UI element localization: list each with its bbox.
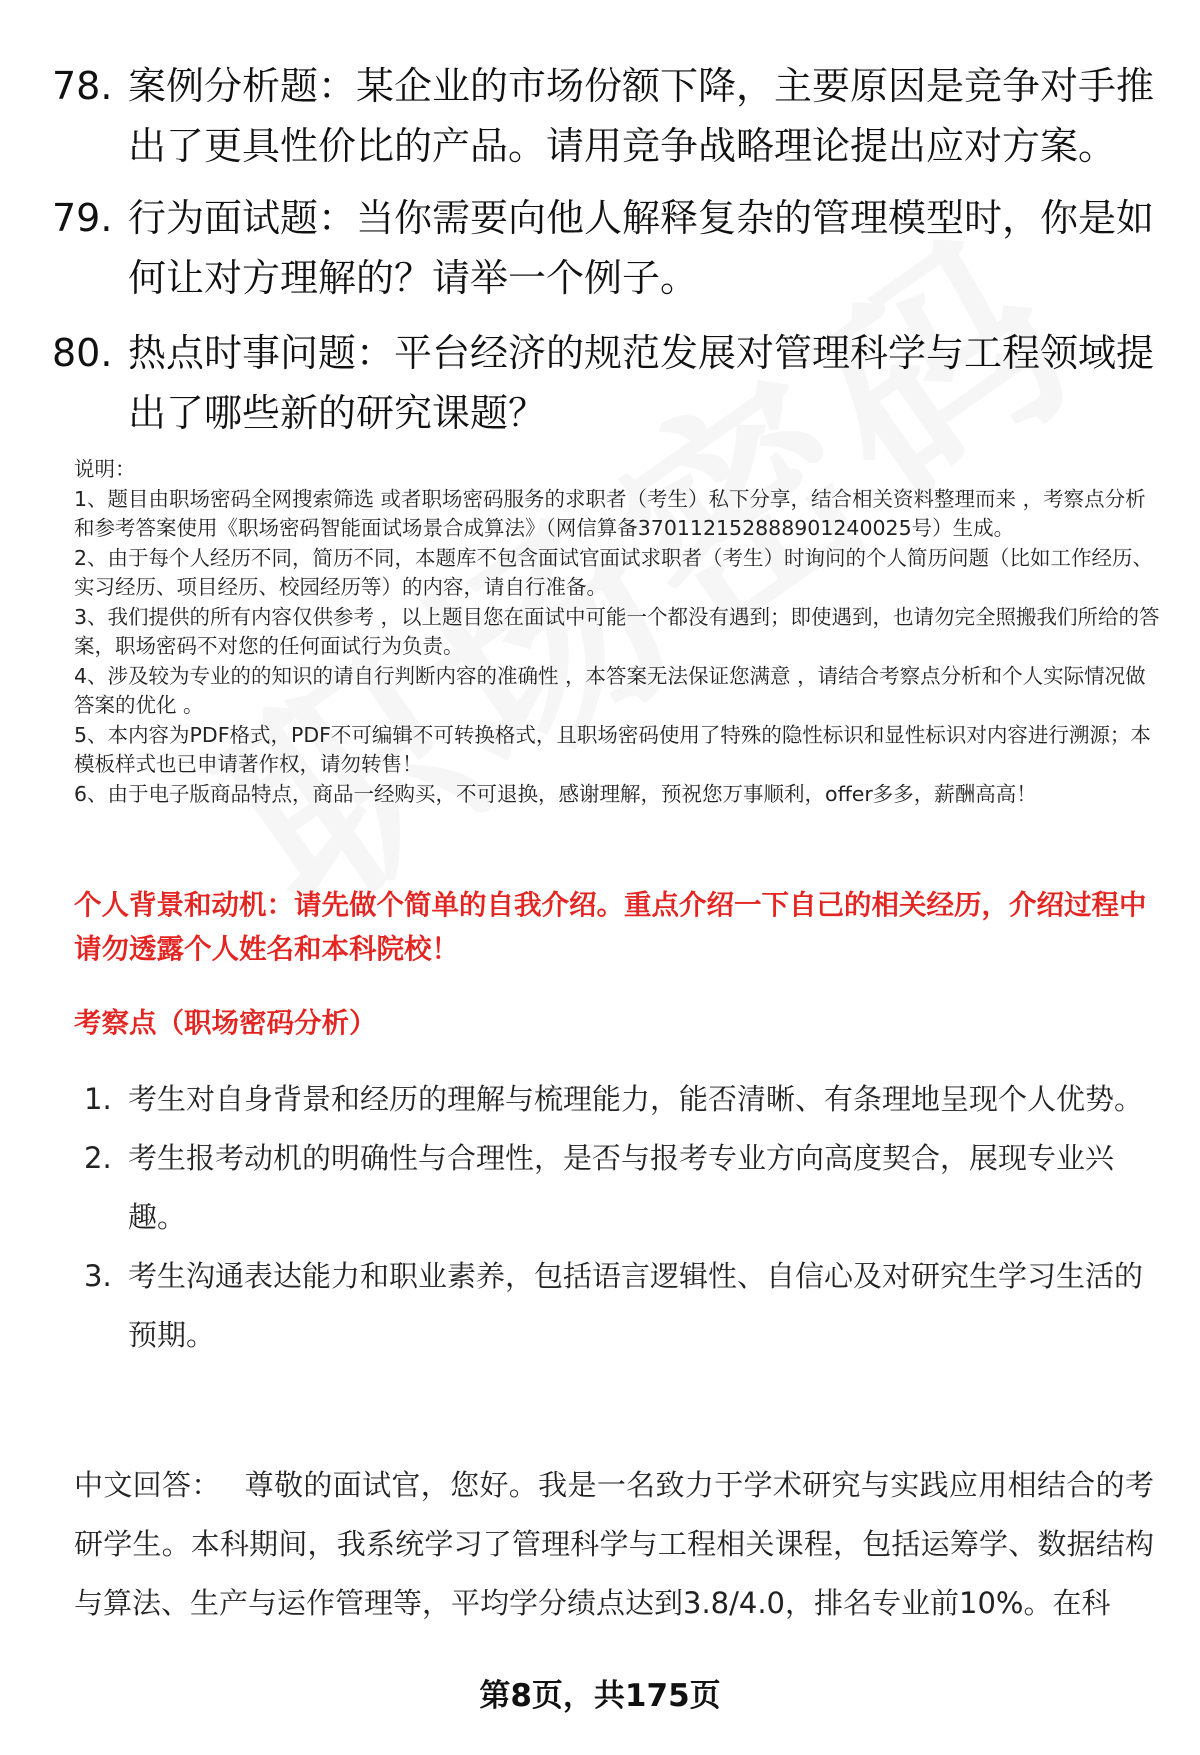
question-text: 热点时事问题：平台经济的规范发展对管理科学与工程领域提出了哪些新的研究课题？ bbox=[128, 331, 1155, 435]
note-item: 1、题目由职场密码全网搜索筛选 或者职场密码服务的求职者（考生）私下分享，结合相关资料整理而来 ，考察点分析和参考答案使用《职场密码智能面试场景合成算法》（网信算备370112152888901240025号）生成。 bbox=[74, 486, 1146, 540]
note-item: 4、涉及较为专业的的知识的请自行判断内容的准确性 ，本答案无法保证您满意 ，请结合考察点分析和个人实际情况做答案的优化 。 bbox=[74, 663, 1146, 717]
list-item-text: 考生报考动机的明确性与合理性，是否与报考专业方向高度契合，展现专业兴趣。 bbox=[128, 1141, 1115, 1234]
list-item bbox=[84, 1247, 1144, 1365]
question-79 bbox=[52, 188, 1162, 308]
question-80 bbox=[52, 323, 1162, 443]
list-item bbox=[84, 1070, 1144, 1129]
answer-text: 尊敬的面试官，您好。我是一名致力于学术研究与实践应用相结合的考研学生。本科期间，我系统学习了管理科学与工程相关课程，包括运筹学、数据结构与算法、生产与运作管理等，平均学分绩点达到3.8/4.0，排名专业前10%。在科 bbox=[74, 1468, 1154, 1620]
list-item-text: 考生对自身背景和经历的理解与梳理能力，能否清晰、有条理地呈现个人优势。 bbox=[128, 1082, 1144, 1116]
list-item-number: 3. bbox=[84, 1259, 112, 1293]
question-78 bbox=[52, 56, 1162, 176]
note-item: 6、由于电子版商品特点，商品一经购买，不可退换，感谢理解，预祝您万事顺利，offer多多，薪酬高高！ bbox=[74, 781, 1037, 806]
question-text: 案例分析题：某企业的市场份额下降，主要原因是竞争对手推出了更具性价比的产品。请用竞争战略理论提出应对方案。 bbox=[128, 64, 1155, 168]
exam-points-list bbox=[84, 1070, 1144, 1365]
question-number: 78. bbox=[52, 64, 113, 108]
list-item-number: 2. bbox=[84, 1141, 112, 1175]
question-number: 80. bbox=[52, 331, 113, 375]
answer-section bbox=[74, 1456, 1154, 1633]
question-number: 79. bbox=[52, 196, 113, 240]
list-item-number: 1. bbox=[84, 1082, 112, 1116]
list-item-text: 考生沟通表达能力和职业素养，包括语言逻辑性、自信心及对研究生学习生活的预期。 bbox=[128, 1259, 1144, 1352]
exam-points-heading: 考察点（职场密码分析） bbox=[74, 1007, 377, 1039]
note-item: 3、我们提供的所有内容仅供参考 ，以上题目您在面试中可能一个都没有遇到；即使遇到，也请勿完全照搬我们所给的答案，职场密码不对您的任何面试行为负责。 bbox=[74, 604, 1160, 658]
question-text: 行为面试题：当你需要向他人解释复杂的管理模型时，你是如何让对方理解的？请举一个例子。 bbox=[128, 196, 1155, 300]
page-number-footer: 第8页，共175页 bbox=[479, 1678, 721, 1714]
notes-title: 说明： bbox=[74, 457, 136, 481]
note-item: 2、由于每个人经历不同，简历不同，本题库不包含面试官面试求职者（考生）时询问的个人简历问题（比如工作经历、实习经历、项目经历、校园经历等）的内容，请自行准备。 bbox=[74, 545, 1154, 599]
note-item: 5、本内容为PDF格式，PDF不可编辑不可转换格式，且职场密码使用了特殊的隐性标识和显性标识对内容进行溯源；本模板样式也已申请著作权，请勿转售！ bbox=[74, 722, 1151, 776]
background-question-heading: 个人背景和动机：请先做个简单的自我介绍。重点介绍一下自己的相关经历，介绍过程中请勿透露个人姓名和本科院校！ bbox=[74, 889, 1147, 965]
notes-section bbox=[74, 455, 1164, 809]
answer-label: 中文回答： bbox=[74, 1468, 221, 1502]
list-item bbox=[84, 1129, 1144, 1247]
